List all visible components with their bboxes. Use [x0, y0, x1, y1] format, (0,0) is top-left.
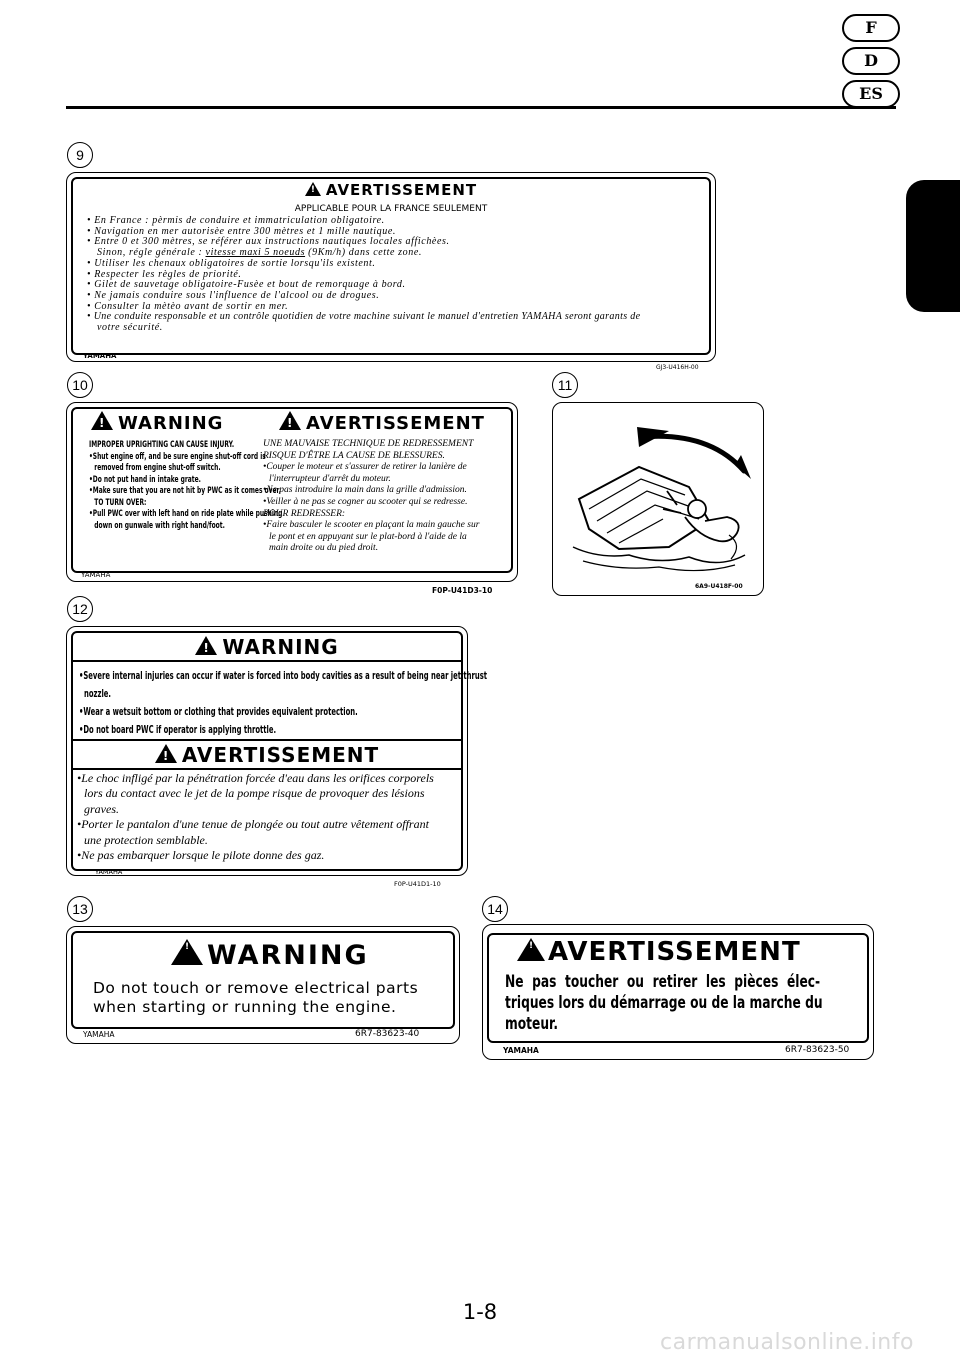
label-13-body	[93, 979, 418, 1017]
label-10-fr-line: le pont et en appuyant sur le plat-bord à l'aide de la	[269, 531, 467, 542]
label-12-fr-line: •Le choc infligé par la pénétration forcée d'eau dans les orifices corporels	[77, 771, 434, 785]
label-14-plate	[482, 924, 874, 1060]
label-number-14: 14	[482, 896, 508, 922]
label-12-body-fr	[77, 771, 434, 863]
label-12-en-line: •Do not board PWC if operator is applying throttle.	[79, 723, 277, 736]
label-14-body	[505, 972, 823, 1035]
label-9-line: • En France : pèrmis de conduire et immatriculation obligatoire.	[87, 215, 385, 226]
label-10-code: F0P-U41D3-10	[432, 586, 493, 595]
warning-triangle-icon	[91, 411, 113, 430]
label-10-fr-line: l'interrupteur d'arrêt du moteur.	[269, 473, 391, 484]
label-9-line: • Consulter la mètèo avant de sortir en mer.	[87, 300, 289, 312]
warning-triangle-icon	[517, 938, 545, 961]
label-14-line: Ne pas toucher ou retirer les pièces élec-	[505, 972, 821, 992]
label-13-line: Do not touch or remove electrical parts	[93, 979, 419, 997]
label-12-fr-line: une protection semblable.	[84, 832, 208, 847]
label-12-en-line: •Wear a wetsuit bottom or clothing that provides equivalent protection.	[79, 705, 358, 718]
label-12-code: F0P-U41D1-10	[394, 880, 441, 888]
label-13-heading-text: WARNING	[207, 940, 369, 971]
label-10-en-line: TO TURN OVER:	[94, 497, 147, 508]
label-10-fr-line: main droite ou du pied droit.	[269, 543, 379, 554]
label-10-fr-line: POUR REDRESSER:	[263, 508, 346, 519]
label-9-heading-text: AVERTISSEMENT	[325, 181, 478, 199]
label-12-divider-low	[73, 768, 461, 770]
label-13-brand: YAMAHA	[83, 1030, 115, 1039]
section-thumb-tab	[906, 180, 960, 312]
label-14-line: moteur.	[505, 1014, 558, 1034]
label-9-brand: YAMAHA	[83, 352, 117, 360]
label-13-plate	[66, 926, 460, 1044]
label-12-plate	[66, 626, 488, 876]
label-10-en-line: •Shut engine off, and be sure engine shut-off cord is	[89, 451, 266, 462]
label-9-code: GJ3-U416H-00	[656, 364, 699, 371]
label-10-heading-fr-text: AVERTISSEMENT	[306, 413, 485, 434]
page-number: 1-8	[462, 1300, 498, 1324]
label-9-speed-prefix: Sinon, régle générale :	[97, 247, 206, 259]
label-12-en-line: nozzle.	[83, 687, 111, 700]
label-9-body	[87, 216, 640, 334]
label-12-divider-top	[73, 660, 461, 662]
label-12-heading-en	[67, 635, 467, 659]
label-10-plate	[66, 402, 518, 582]
label-9-line: • Une conduite responsable et un contrôle quotidien de votre machine suivant le manuel d'entretien YAMAHA seront garants de	[87, 311, 641, 323]
label-9-line: • Ne jamais conduire sous l'influence de l'alcool ou de drogues.	[87, 289, 380, 301]
lang-tab-es[interactable]: ES	[842, 80, 900, 108]
header-rule	[66, 106, 896, 109]
label-10-fr-line: •Veiller à ne pas se cogner au scooter qui se redresse.	[263, 496, 468, 507]
label-9-plate	[66, 172, 716, 362]
label-12-fr-line: •Porter le pantalon d'une tenue de plongée ou tout autre vêtement offrant	[77, 817, 429, 832]
label-12-fr-line: lors du contact avec le jet de la pompe risque de provoquer des lésions	[84, 786, 425, 801]
label-9-subheading: APPLICABLE POUR LA FRANCE SEULEMENT	[294, 204, 488, 214]
warning-triangle-icon	[155, 744, 177, 763]
label-14-line: triques lors du démarrage ou de la marche du	[505, 993, 823, 1013]
label-11-plate	[552, 402, 764, 596]
label-10-heading-en-text: WARNING	[118, 413, 224, 434]
warning-triangle-icon	[305, 182, 321, 196]
label-12-brand: YAMAHA	[95, 868, 123, 876]
label-9-heading	[67, 181, 715, 199]
label-14-code: 6R7-83623-50	[785, 1045, 850, 1055]
label-number-12: 12	[67, 596, 93, 622]
label-10-fr-line: RISQUE D'ÊTRE LA CAUSE DE BLESSURES.	[263, 450, 445, 461]
label-10-en-line: IMPROPER UPRIGHTING CAN CAUSE INJURY.	[89, 440, 235, 450]
label-14-heading-text: AVERTISSEMENT	[548, 937, 801, 967]
label-number-10: 10	[67, 372, 93, 398]
label-9-line: • Gilet de sauvetage obligatoire-Fusèe et bout de remorquage à bord.	[87, 279, 406, 291]
label-9-speed-suffix: (9Km/h) dans cette zone.	[305, 247, 423, 259]
label-10-body-fr	[263, 439, 479, 555]
watermark: carmanualsonline.info	[660, 1330, 914, 1355]
label-12-heading-fr-text: AVERTISSEMENT	[181, 743, 380, 767]
label-9-line: votre sécurité.	[97, 322, 163, 334]
label-14-heading	[517, 937, 801, 967]
lang-tab-d[interactable]: D	[842, 47, 900, 75]
label-9-line: • Respecter les règles de priorité.	[87, 268, 242, 280]
label-12-fr-line: graves.	[84, 801, 119, 816]
label-9-line: • Entre 0 et 300 mètres, se référer aux instructions nautiques locales affichèes.	[87, 236, 450, 248]
label-number-9: 9	[67, 142, 93, 168]
label-10-fr-line: •Couper le moteur et s'assurer de retirer la lanière de	[263, 462, 467, 473]
label-12-en-line: •Severe internal injuries can occur if water is forced into body cavities as a result of being near jet thrust	[79, 669, 488, 682]
label-number-13: 13	[67, 896, 93, 922]
label-10-heading-en	[91, 411, 223, 434]
label-9-line: • Utiliser les chenaux obligatoires de sortie lorsqu'ils existent.	[87, 257, 376, 269]
label-10-fr-line: •Ne pas introduire la main dans la grille d'admission.	[263, 485, 467, 496]
warning-triangle-icon	[195, 636, 217, 655]
righting-pwc-illustration	[559, 409, 757, 589]
label-10-body-en	[89, 440, 282, 532]
label-14-brand: YAMAHA	[503, 1046, 539, 1055]
label-10-brand: YAMAHA	[81, 571, 111, 579]
label-12-heading-en-text: WARNING	[222, 635, 339, 659]
label-10-en-line: down on gunwale with right hand/foot.	[94, 520, 225, 531]
label-number-11: 11	[552, 372, 578, 398]
label-12-body-en	[79, 667, 487, 739]
label-10-fr-line: UNE MAUVAISE TECHNIQUE DE REDRESSEMENT	[263, 439, 474, 449]
label-10-en-line: •Pull PWC over with left hand on ride plate while pushing	[89, 509, 283, 519]
label-10-en-line: •Make sure that you are not hit by PWC as it comes over.	[89, 486, 281, 496]
label-13-line: when starting or running the engine.	[93, 998, 397, 1016]
label-13-heading	[171, 939, 369, 971]
warning-triangle-icon	[171, 939, 203, 965]
label-12-fr-line: •Ne pas embarquer lorsque le pilote donne des gaz.	[77, 848, 325, 863]
label-12-heading-fr	[67, 743, 467, 767]
lang-tab-f[interactable]: F	[842, 14, 900, 42]
label-11-code: 6A9-U418F-00	[695, 583, 743, 590]
label-10-fr-line: •Faire basculer le scooter en plaçant la main gauche sur	[263, 520, 480, 531]
label-10-en-line: removed from engine shut-off switch.	[94, 463, 221, 473]
label-9-speed-limit: vitesse maxi 5 noeuds	[205, 247, 306, 259]
warning-triangle-icon	[279, 411, 301, 430]
label-10-heading-fr	[279, 411, 485, 434]
label-13-code: 6R7-83623-40	[355, 1029, 420, 1039]
label-12-divider-mid	[73, 739, 461, 741]
label-9-line: • Navigation en mer autorisèe entre 300 mètres et 1 mille nautique.	[87, 225, 397, 237]
label-10-en-line: •Do not put hand in intake grate.	[89, 474, 201, 485]
